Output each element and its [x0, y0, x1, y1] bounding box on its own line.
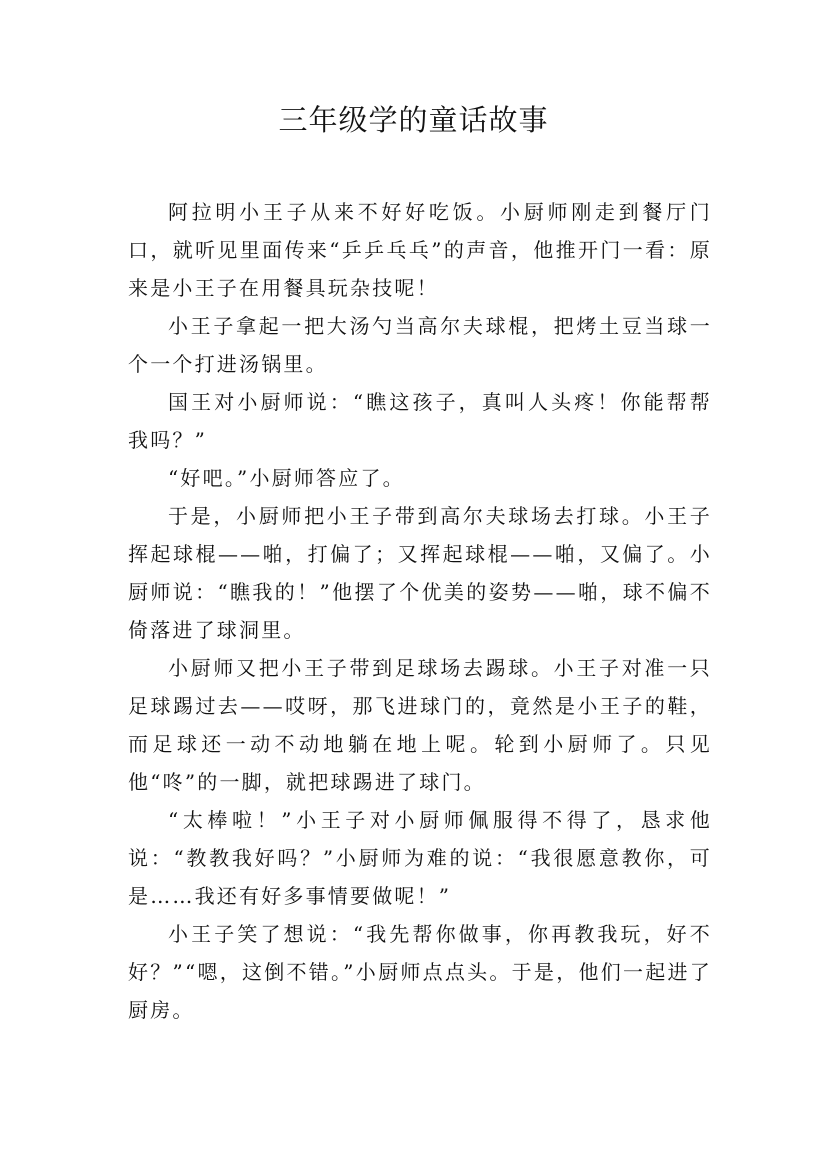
document-title: 三年级学的童话故事 [278, 103, 549, 137]
paragraph-1: 阿拉明小王子从来不好好吃饭。小厨师刚走到餐厅门口，就听见里面传来“乒乒乓乓”的声音，他推开门一看：原来是小王子在用餐具玩杂技呢！ [128, 200, 712, 300]
paragraph-6: 小厨师又把小王子带到足球场去踢球。小王子对准一只足球踢过去——哎呀，那飞进球门的，竟然是小王子的鞋，而足球还一动不动地躺在地上呢。轮到小厨师了。只见他“咚”的一脚，就把球踢进了球门。 [128, 656, 712, 794]
document-body [128, 193, 712, 1029]
paragraph-8: 小王子笑了想说：“我先帮你做事，你再教我玩，好不好？”“嗯，这倒不错。”小厨师点点头。于是，他们一起进了厨房。 [128, 922, 712, 1022]
paragraph-2: 小王子拿起一把大汤勺当高尔夫球棍，把烤土豆当球一个一个打进汤锅里。 [128, 314, 712, 376]
paragraph-3: 国王对小厨师说：“瞧这孩子，真叫人头疼！你能帮帮我吗？” [128, 390, 712, 452]
paragraph-7: “太棒啦！”小王子对小厨师佩服得不得了，恳求他说：“教教我好吗？”小厨师为难的说：“我很愿意教你，可是……我还有好多事情要做呢！” [128, 808, 712, 908]
paragraph-4: “好吧。”小厨师答应了。 [168, 466, 405, 490]
paragraph-5: 于是，小厨师把小王子带到高尔夫球场去打球。小王子挥起球棍——啪，打偏了；又挥起球棍——啪，又偏了。小厨师说：“瞧我的！”他摆了个优美的姿势——啪，球不偏不倚落进了球洞里。 [128, 504, 712, 642]
